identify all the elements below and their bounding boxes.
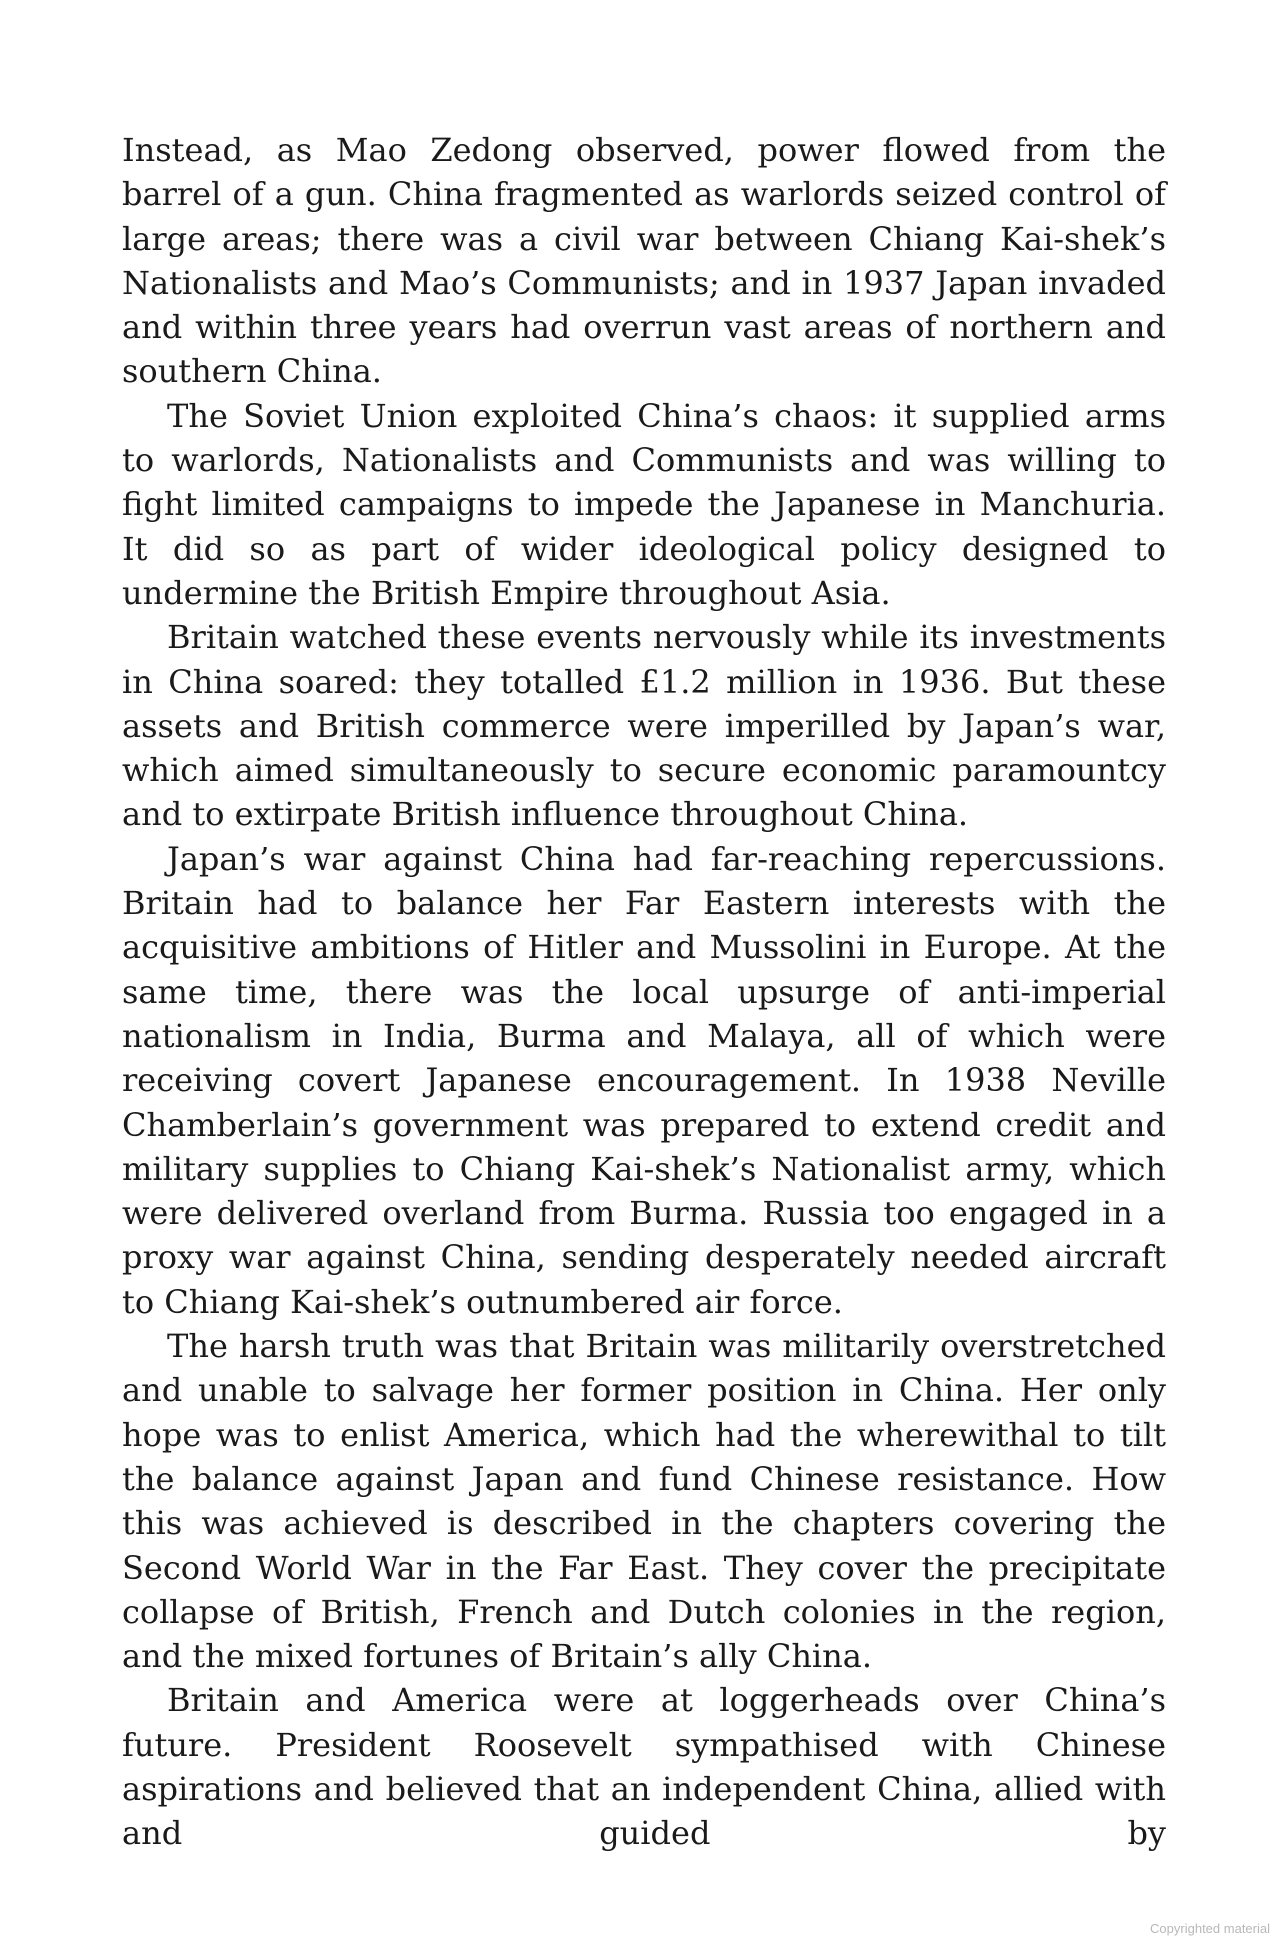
paragraph-2: The Soviet Union exploited China’s chaos: it supplied arms to warlords, Nationalists and Communists and was willing to fight limited campaigns to impede the Japanese in Manchuria. It did so as part of wider ideological policy designed to undermine the British Empire throughout Asia. <box>122 396 1166 612</box>
paragraph-1: Instead, as Mao Zedong observed, power flowed from the barrel of a gun. China fragmented as warlords seized control of large areas; there was a civil war between Chiang Kai-shek’s Nationalists and Mao’s Communists; and in 1937 Japan invaded and within three years had overrun vast areas of northern and southern China. <box>122 131 1166 391</box>
paragraph-5: The harsh truth was that Britain was militarily overstretched and unable to salvage her former position in China. Her only hope was to enlist America, which had the wherewithal to tilt the balance against Japan and fund Chinese resistance. How this was achieved is described in the chapters covering the Second World War in the Far East. They cover the precipitate collapse of British, French and Dutch colonies in the region, and the mixed fortunes of Britain’s ally China. <box>122 1327 1166 1676</box>
paragraph-4: Japan’s war against China had far-reaching repercussions. Britain had to balance her Far Eastern interests with the acquisitive ambitions of Hitler and Mussolini in Europe. At the same time, there was the local upsurge of anti-imperial nationalism in India, Burma and Malaya, all of which were receiving covert Japanese encouragement. In 1938 Neville Chamberlain’s government was prepared to extend credit and military supplies to Chiang Kai-shek’s Nationalist army, which were delivered overland from Burma. Russia too engaged in a proxy war against China, sending desperately needed aircraft to Chiang Kai-shek’s outnumbered air force. <box>122 839 1166 1321</box>
paragraph-6: Britain and America were at loggerheads over China’s future. President Roosevelt sympathised with Chinese aspirations and believed that an independent China, allied with and guided by <box>122 1681 1166 1853</box>
paragraph-3: Britain watched these events nervously while its investments in China soared: they totalled £1.2 million in 1936. But these assets and British commerce were imperilled by Japan’s war, which aimed simultaneously to secure economic paramountcy and to extirpate British influence throughout China. <box>122 618 1166 834</box>
copyright-watermark: Copyrighted material <box>1150 1921 1270 1936</box>
page-body <box>122 128 1166 1856</box>
